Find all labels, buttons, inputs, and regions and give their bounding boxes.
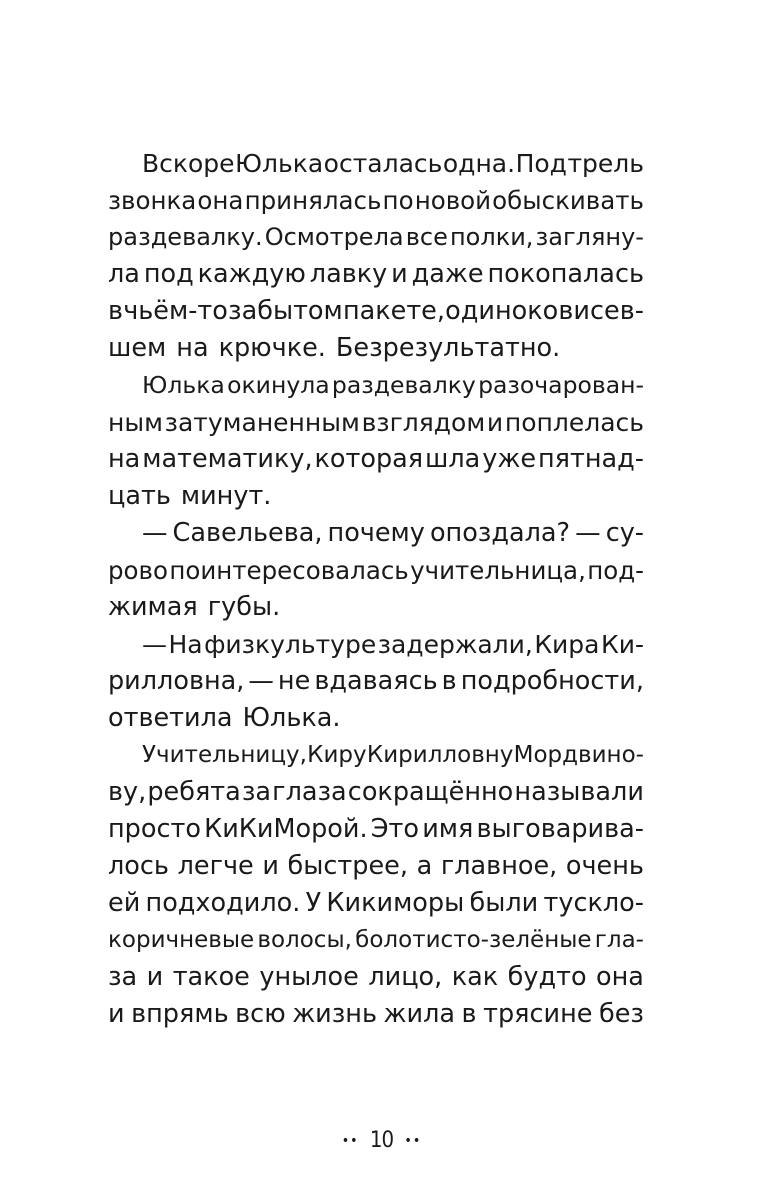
- word: обыскивать: [492, 186, 644, 215]
- word: а: [416, 851, 433, 881]
- word: лавку: [309, 259, 388, 289]
- text-line: [108, 959, 644, 996]
- word: Кикиморы: [326, 888, 465, 918]
- word: раздевалку.: [108, 223, 263, 251]
- word: по: [382, 186, 414, 215]
- word: Кира: [534, 630, 600, 659]
- text-line: [108, 811, 644, 848]
- word: быстрее,: [287, 851, 408, 881]
- word: забытом: [228, 296, 343, 326]
- word: без: [598, 999, 644, 1029]
- text-line: [108, 404, 644, 441]
- word: такое: [172, 962, 250, 992]
- word: сокращённо: [347, 777, 514, 807]
- word: покопалась: [487, 259, 644, 289]
- word: Под: [515, 149, 567, 178]
- word: У: [305, 888, 322, 918]
- word: под-: [587, 556, 644, 585]
- word: легче: [177, 851, 254, 881]
- word: подходило.: [145, 888, 301, 918]
- word: звонка: [108, 186, 197, 215]
- word: рилловна,: [108, 666, 245, 696]
- word: не: [277, 666, 311, 696]
- word: Кирилловну: [366, 742, 514, 768]
- word: физкультуре: [204, 630, 377, 659]
- word: за: [108, 962, 138, 992]
- word: шем: [108, 333, 167, 363]
- word: как: [451, 962, 499, 992]
- word: унылое: [259, 962, 359, 992]
- paragraph: [108, 515, 644, 626]
- word: осталась: [323, 149, 443, 178]
- word: Мордвино-: [513, 742, 644, 768]
- word: математику,: [142, 444, 313, 474]
- word: уже: [482, 444, 537, 474]
- word: ответила: [108, 703, 233, 733]
- word: главное,: [440, 851, 558, 881]
- word: и: [146, 962, 164, 992]
- word: лицо,: [368, 962, 443, 992]
- word: ву,: [108, 777, 147, 807]
- word: принялась: [244, 186, 382, 215]
- text-line: [108, 589, 644, 626]
- text-line: [108, 478, 644, 515]
- text-line: [108, 330, 644, 367]
- word: называли: [514, 777, 644, 807]
- text-line: [108, 256, 644, 293]
- word: в: [461, 999, 477, 1029]
- word: затуманенным: [164, 408, 360, 437]
- word: волосы,: [257, 927, 352, 953]
- word: су-: [605, 518, 644, 548]
- word: на: [108, 444, 141, 474]
- text-line: [108, 774, 644, 811]
- word: всю: [235, 999, 286, 1029]
- word: на: [176, 333, 209, 363]
- word: цать: [108, 481, 171, 511]
- word: пакете,: [342, 296, 445, 326]
- word: висев-: [558, 296, 644, 326]
- word: —: [142, 630, 167, 659]
- word: Савельева,: [172, 518, 323, 548]
- word: она: [197, 186, 244, 215]
- word: жила: [383, 999, 456, 1029]
- word: Юлька: [142, 371, 225, 399]
- word: пятнад-: [537, 444, 644, 474]
- word: почему: [327, 518, 425, 548]
- word: Юлька.: [242, 703, 341, 733]
- text-line: [108, 996, 644, 1033]
- word: впрямь: [131, 999, 229, 1029]
- word: новой: [414, 186, 492, 215]
- word: жизнь: [292, 999, 377, 1029]
- word: опоздала?: [429, 518, 571, 548]
- text-line: [108, 182, 644, 219]
- word: ла: [108, 259, 140, 289]
- text-line: [108, 922, 644, 959]
- word: —: [575, 518, 601, 548]
- word: глаза: [272, 777, 347, 807]
- paragraph: [108, 626, 644, 737]
- page-number: [0, 1128, 763, 1153]
- word: одиноко: [445, 296, 559, 326]
- folio-ornament-left: ••: [341, 1133, 359, 1149]
- word: и: [108, 999, 125, 1029]
- word: трель: [567, 149, 644, 178]
- word: очень: [565, 851, 644, 881]
- body-text: [108, 145, 644, 1033]
- text-line: [108, 219, 644, 256]
- word: взглядом: [361, 408, 486, 437]
- word: —: [248, 666, 274, 696]
- word: Вскоре: [142, 149, 235, 178]
- paragraph: [108, 367, 644, 515]
- word: поинтересовалась: [169, 556, 409, 585]
- word: тускло-: [543, 888, 644, 918]
- word: ребята: [147, 777, 241, 807]
- word: за: [241, 777, 272, 807]
- text-line: [108, 293, 644, 330]
- word: одна.: [442, 149, 516, 178]
- word: губы.: [207, 592, 281, 622]
- text-line: [108, 441, 644, 478]
- word: которая: [314, 444, 424, 474]
- word: КиКиМорой.: [204, 814, 368, 844]
- word: чьём-то: [123, 296, 228, 326]
- word: разочарован-: [478, 371, 644, 399]
- word: она: [596, 962, 644, 992]
- word: полки,: [449, 223, 534, 251]
- word: в: [441, 666, 457, 696]
- word: лось: [108, 851, 169, 881]
- word: болотисто-зелёные: [355, 927, 592, 953]
- word: крючке.: [218, 333, 326, 363]
- word: загляну-: [535, 223, 644, 251]
- word: вдаваясь: [314, 666, 438, 696]
- text-line: [108, 145, 644, 182]
- word: гла-: [594, 927, 644, 953]
- word: коричневые: [108, 927, 255, 953]
- word: все: [405, 223, 448, 251]
- word: окинула: [227, 371, 330, 399]
- word: Это: [370, 814, 419, 844]
- text-line: [108, 848, 644, 885]
- word: жимая: [108, 592, 198, 622]
- word: и: [262, 851, 279, 881]
- word: Киру: [307, 742, 367, 768]
- word: подробности,: [460, 666, 644, 696]
- word: —: [142, 518, 168, 548]
- folio-ornament-right: ••: [404, 1133, 422, 1149]
- word: имя: [422, 814, 474, 844]
- text-line: [108, 626, 644, 663]
- word: задержали,: [377, 630, 533, 659]
- word: просто: [108, 814, 201, 844]
- paragraph: [108, 145, 644, 367]
- word: рово: [108, 556, 168, 585]
- word: раздевалку: [331, 371, 476, 399]
- word: На: [168, 630, 203, 659]
- text-line: [108, 700, 644, 737]
- word: были: [469, 888, 539, 918]
- word: каждую: [197, 259, 306, 289]
- word: ей: [108, 888, 141, 918]
- word: под: [143, 259, 194, 289]
- word: Юлька: [235, 149, 324, 178]
- text-line: [108, 367, 644, 404]
- word: Осмотрела: [264, 223, 404, 251]
- word: выговарива-: [476, 814, 644, 844]
- word: учительница,: [410, 556, 586, 585]
- text-line: [108, 552, 644, 589]
- word: и: [391, 259, 408, 289]
- word: Безрезультатно.: [335, 333, 561, 363]
- text-line: [108, 737, 644, 774]
- word: Учительницу,: [142, 742, 307, 768]
- text-line: [108, 885, 644, 922]
- text-line: [108, 515, 644, 552]
- word: поплелась: [504, 408, 644, 437]
- word: даже: [411, 259, 484, 289]
- word: Ки-: [600, 630, 644, 659]
- word: минут.: [180, 481, 272, 511]
- word: трясине: [483, 999, 593, 1029]
- word: в: [108, 296, 124, 326]
- paragraph: [108, 737, 644, 1033]
- word: и: [486, 408, 504, 437]
- page-number-value: 10: [369, 1128, 394, 1153]
- word: будто: [507, 962, 587, 992]
- word: ным: [108, 408, 163, 437]
- text-line: [108, 663, 644, 700]
- word: шла: [425, 444, 481, 474]
